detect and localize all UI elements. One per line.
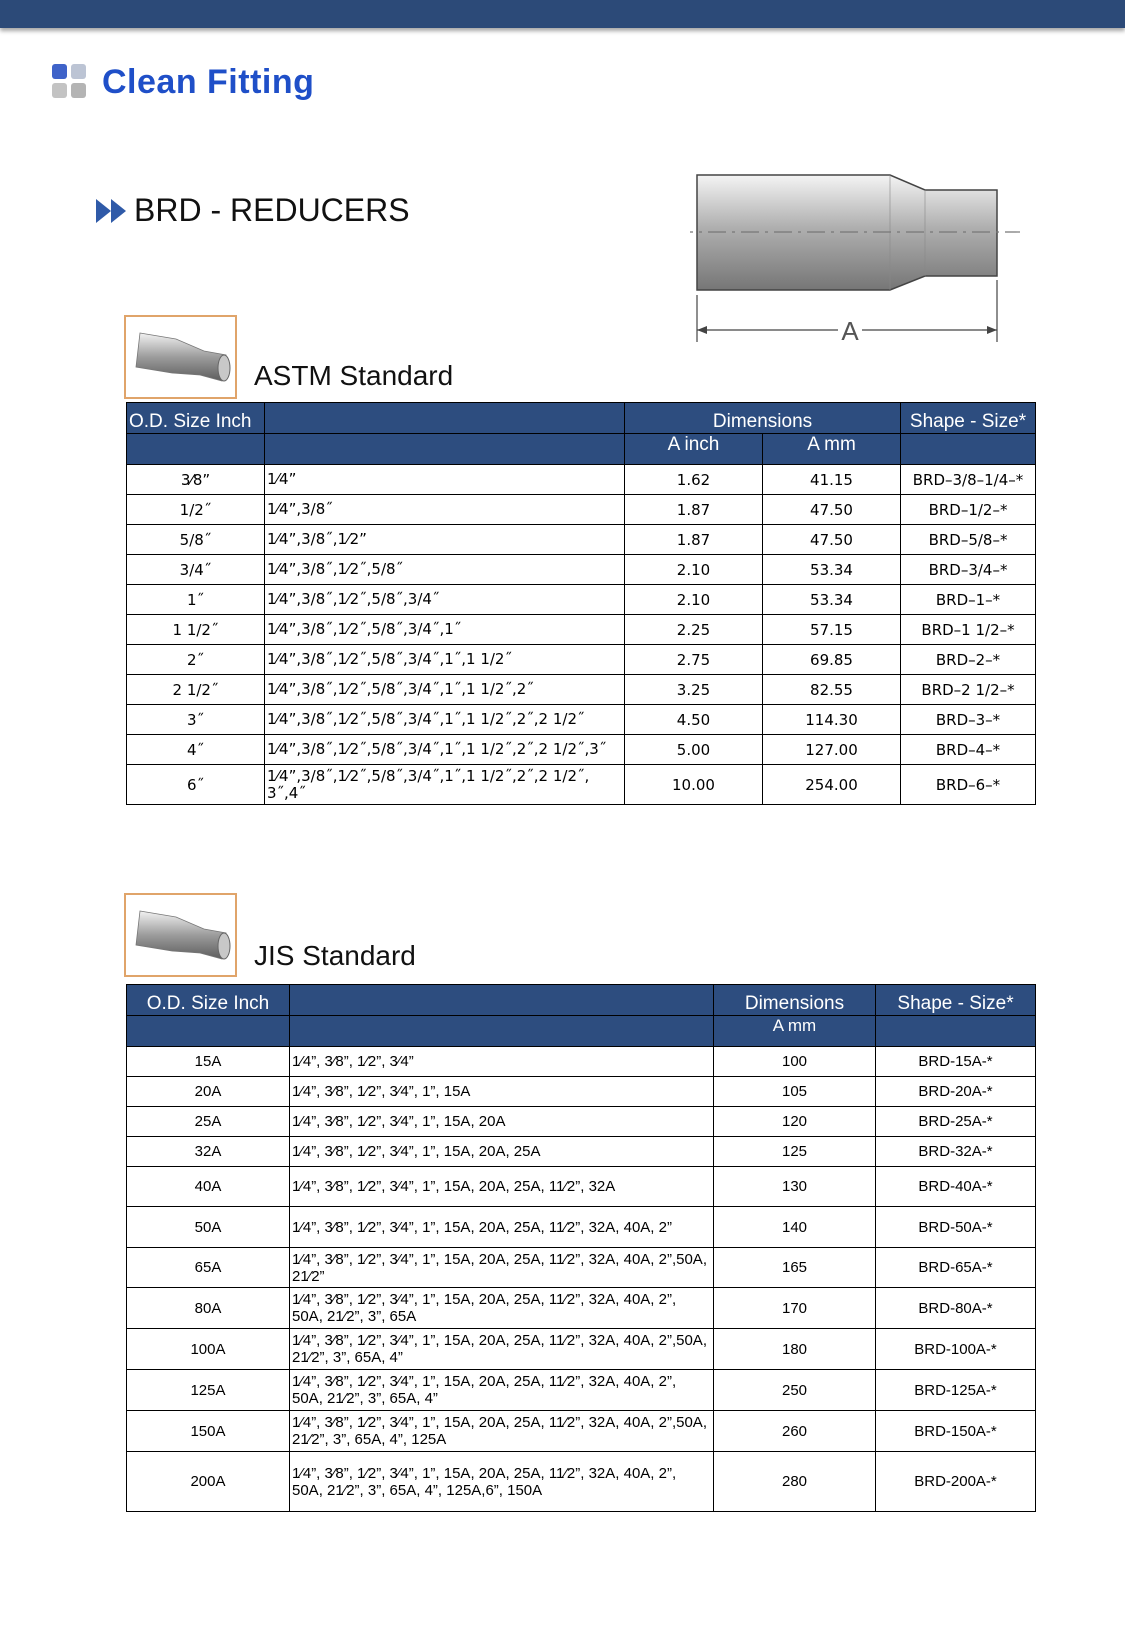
jis-cell: BRD-125A-*: [876, 1370, 1036, 1411]
jis-table-row: [127, 1167, 1036, 1207]
astm-header-shape: Shape - Size*: [901, 403, 1036, 434]
astm-cell: BRD–3/8–1/4–*: [901, 465, 1036, 495]
astm-cell: 2.10: [625, 585, 763, 615]
jis-cell: 200A: [127, 1452, 290, 1512]
jis-cell: 150A: [127, 1411, 290, 1452]
astm-cell: 1⁄4”,3/8˝,1⁄2˝,5/8˝,3/4˝,1˝,1 1/2˝,2˝,2 1/2˝,3˝: [265, 735, 625, 765]
astm-cell: 1⁄4”,3/8˝,1⁄2˝,5/8˝,3/4˝,1˝,1 1/2˝: [265, 645, 625, 675]
jis-header-dimensions: Dimensions: [714, 985, 876, 1016]
astm-cell: 1˝: [127, 585, 265, 615]
jis-cell: 1⁄4”, 3⁄8”, 1⁄2”, 3⁄4”, 1”, 15A, 20A, 25A, 11⁄2”, 32A, 40A, 2”, 50A, 21⁄2”, 3”, 65A: [290, 1288, 714, 1329]
astm-header-a-inch: A inch: [625, 434, 763, 465]
jis-table-row: [127, 1047, 1036, 1077]
astm-cell: 47.50: [763, 495, 901, 525]
double-arrow-icon: [96, 198, 130, 224]
astm-table-row: [127, 645, 1036, 675]
astm-cell: 3.25: [625, 675, 763, 705]
astm-table-row: [127, 615, 1036, 645]
astm-standard-title: ASTM Standard: [254, 360, 454, 391]
jis-cell: 80A: [127, 1288, 290, 1329]
jis-cell: BRD-32A-*: [876, 1137, 1036, 1167]
jis-table-row: [127, 1107, 1036, 1137]
astm-cell: 1 1/2˝: [127, 615, 265, 645]
astm-cell: 1⁄4”,3/8˝,1⁄2˝,5/8˝,3/4˝,1˝: [265, 615, 625, 645]
astm-cell: 82.55: [763, 675, 901, 705]
jis-cell: BRD-100A-*: [876, 1329, 1036, 1370]
astm-table-row: [127, 585, 1036, 615]
jis-cell: 20A: [127, 1077, 290, 1107]
astm-cell: 5.00: [625, 735, 763, 765]
astm-cell: 53.34: [763, 555, 901, 585]
reducer-photo-icon: [124, 893, 237, 977]
jis-table-row: [127, 1077, 1036, 1107]
jis-cell: BRD-150A-*: [876, 1411, 1036, 1452]
jis-cell: 165: [714, 1248, 876, 1288]
astm-cell: BRD–1–*: [901, 585, 1036, 615]
jis-header-a-mm: A mm: [714, 1016, 876, 1047]
jis-cell: 260: [714, 1411, 876, 1452]
astm-cell: BRD–2 1/2–*: [901, 675, 1036, 705]
astm-cell: 1.62: [625, 465, 763, 495]
jis-cell: 1⁄4”, 3⁄8”, 1⁄2”, 3⁄4”, 1”, 15A, 20A, 25A, 11⁄2”, 32A, 40A, 2”, 50A, 21⁄2”, 3”, 65A, 4”: [290, 1370, 714, 1411]
jis-cell: 1⁄4”, 3⁄8”, 1⁄2”, 3⁄4”, 1”, 15A, 20A, 25A: [290, 1137, 714, 1167]
jis-cell: 1⁄4”, 3⁄8”, 1⁄2”, 3⁄4”, 1”, 15A, 20A, 25A, 11⁄2”, 32A, 40A, 2”: [290, 1207, 714, 1248]
astm-cell: BRD–6–*: [901, 765, 1036, 805]
astm-cell: 3/4˝: [127, 555, 265, 585]
brand-header: [52, 62, 314, 102]
jis-cell: 125: [714, 1137, 876, 1167]
astm-cell: BRD–2–*: [901, 645, 1036, 675]
astm-cell: 5/8˝: [127, 525, 265, 555]
jis-cell: BRD-200A-*: [876, 1452, 1036, 1512]
jis-cell: 250: [714, 1370, 876, 1411]
astm-cell: 1/2˝: [127, 495, 265, 525]
jis-cell: 1⁄4”, 3⁄8”, 1⁄2”, 3⁄4”, 1”, 15A, 20A, 25A, 11⁄2”, 32A, 40A, 2”,50A, 21⁄2”, 3”, 65A, 4”, 125A: [290, 1411, 714, 1452]
astm-cell: 4˝: [127, 735, 265, 765]
astm-header-dimensions: Dimensions: [625, 403, 901, 434]
astm-cell: BRD–1 1/2–*: [901, 615, 1036, 645]
jis-cell: 1⁄4”, 3⁄8”, 1⁄2”, 3⁄4”, 1”, 15A, 20A, 25A, 11⁄2”, 32A, 40A, 2”,50A, 21⁄2”: [290, 1248, 714, 1288]
jis-cell: 120: [714, 1107, 876, 1137]
jis-cell: 100A: [127, 1329, 290, 1370]
astm-cell: BRD–1/2–*: [901, 495, 1036, 525]
section-title: [96, 192, 410, 229]
astm-header-row-1: [127, 403, 1036, 434]
jis-cell: 1⁄4”, 3⁄8”, 1⁄2”, 3⁄4”, 1”, 15A, 20A: [290, 1107, 714, 1137]
astm-cell: 127.00: [763, 735, 901, 765]
jis-cell: 280: [714, 1452, 876, 1512]
grid-squares-icon: [52, 64, 88, 100]
jis-cell: BRD-80A-*: [876, 1288, 1036, 1329]
astm-table-row: [127, 525, 1036, 555]
astm-table-row: [127, 735, 1036, 765]
jis-table: [126, 984, 1036, 1512]
jis-cell: 25A: [127, 1107, 290, 1137]
astm-table-row: [127, 465, 1036, 495]
astm-table-row: [127, 555, 1036, 585]
astm-table-row: [127, 495, 1036, 525]
astm-cell: 1⁄4”,3/8˝,1⁄2˝,5/8˝,3/4˝: [265, 585, 625, 615]
jis-table-row: [127, 1248, 1036, 1288]
astm-header-row-2: [127, 434, 1036, 465]
astm-cell: 114.30: [763, 705, 901, 735]
section-title-text: BRD - REDUCERS: [134, 192, 410, 228]
jis-header-row-2: [127, 1016, 1036, 1047]
jis-cell: 1⁄4”, 3⁄8”, 1⁄2”, 3⁄4”, 1”, 15A, 20A, 25A, 11⁄2”, 32A: [290, 1167, 714, 1207]
jis-table-row: [127, 1452, 1036, 1512]
jis-cell: 125A: [127, 1370, 290, 1411]
jis-cell: 170: [714, 1288, 876, 1329]
jis-cell: BRD-25A-*: [876, 1107, 1036, 1137]
astm-cell: BRD–3/4–*: [901, 555, 1036, 585]
jis-cell: BRD-15A-*: [876, 1047, 1036, 1077]
astm-cell: 69.85: [763, 645, 901, 675]
astm-cell: 3⁄8”: [127, 465, 265, 495]
jis-cell: 140: [714, 1207, 876, 1248]
astm-cell: 47.50: [763, 525, 901, 555]
jis-header-od: O.D. Size Inch: [127, 985, 290, 1016]
astm-cell: 57.15: [763, 615, 901, 645]
astm-table-row: [127, 765, 1036, 805]
jis-table-row: [127, 1411, 1036, 1452]
astm-table-row: [127, 705, 1036, 735]
astm-cell: 2˝: [127, 645, 265, 675]
jis-cell: BRD-50A-*: [876, 1207, 1036, 1248]
jis-cell: 1⁄4”, 3⁄8”, 1⁄2”, 3⁄4”: [290, 1047, 714, 1077]
astm-cell: 254.00: [763, 765, 901, 805]
astm-cell: BRD–4–*: [901, 735, 1036, 765]
jis-cell: 65A: [127, 1248, 290, 1288]
top-header-bar: [0, 0, 1125, 28]
jis-cell: BRD-65A-*: [876, 1248, 1036, 1288]
jis-cell: 180: [714, 1329, 876, 1370]
astm-cell: BRD–5/8–*: [901, 525, 1036, 555]
jis-cell: BRD-40A-*: [876, 1167, 1036, 1207]
astm-table: [126, 402, 1036, 805]
astm-cell: 1⁄4”,3/8˝,1⁄2˝,5/8˝,3/4˝,1˝,1 1/2˝,2˝,2 1/2˝: [265, 705, 625, 735]
astm-cell: 1⁄4”: [265, 465, 625, 495]
astm-cell: 1⁄4”,3/8˝,1⁄2˝,5/8˝: [265, 555, 625, 585]
jis-cell: BRD-20A-*: [876, 1077, 1036, 1107]
astm-cell: 1⁄4”,3/8˝,1⁄2˝,5/8˝,3/4˝,1˝,1 1/2˝,2˝: [265, 675, 625, 705]
astm-cell: 6˝: [127, 765, 265, 805]
astm-cell: 2 1/2˝: [127, 675, 265, 705]
astm-cell: BRD–3–*: [901, 705, 1036, 735]
reducer-photo-icon: [124, 315, 237, 399]
astm-cell: 1.87: [625, 525, 763, 555]
jis-table-row: [127, 1288, 1036, 1329]
jis-standard-title: JIS Standard: [254, 940, 416, 971]
jis-cell: 32A: [127, 1137, 290, 1167]
jis-table-row: [127, 1329, 1036, 1370]
jis-table-row: [127, 1207, 1036, 1248]
astm-cell: 53.34: [763, 585, 901, 615]
astm-cell: 1⁄4”,3/8˝,1⁄2˝,5/8˝,3/4˝,1˝,1 1/2˝,2˝,2 1/2˝, 3˝,4˝: [265, 765, 625, 805]
brand-title: Clean Fitting: [102, 62, 315, 101]
jis-cell: 105: [714, 1077, 876, 1107]
jis-cell: 100: [714, 1047, 876, 1077]
jis-cell: 50A: [127, 1207, 290, 1248]
astm-cell: 41.15: [763, 465, 901, 495]
astm-cell: 1⁄4”,3/8˝: [265, 495, 625, 525]
jis-cell: 130: [714, 1167, 876, 1207]
astm-cell: 2.10: [625, 555, 763, 585]
astm-table-row: [127, 675, 1036, 705]
jis-cell: 1⁄4”, 3⁄8”, 1⁄2”, 3⁄4”, 1”, 15A, 20A, 25A, 11⁄2”, 32A, 40A, 2”,50A, 21⁄2”, 3”, 65A, 4”: [290, 1329, 714, 1370]
jis-cell: 15A: [127, 1047, 290, 1077]
jis-header-row-1: [127, 985, 1036, 1016]
jis-table-row: [127, 1137, 1036, 1167]
astm-cell: 1⁄4”,3/8˝,1⁄2”: [265, 525, 625, 555]
astm-cell: 3˝: [127, 705, 265, 735]
reducer-drawing-icon: [690, 170, 1070, 360]
jis-cell: 1⁄4”, 3⁄8”, 1⁄2”, 3⁄4”, 1”, 15A, 20A, 25A, 11⁄2”, 32A, 40A, 2”, 50A, 21⁄2”, 3”, 65A, 4”, 125A,6”, 150A: [290, 1452, 714, 1512]
astm-cell: 1.87: [625, 495, 763, 525]
dimension-a-label: A: [841, 316, 859, 346]
astm-cell: 10.00: [625, 765, 763, 805]
jis-cell: 1⁄4”, 3⁄8”, 1⁄2”, 3⁄4”, 1”, 15A: [290, 1077, 714, 1107]
jis-table-row: [127, 1370, 1036, 1411]
jis-cell: 40A: [127, 1167, 290, 1207]
astm-cell: 2.25: [625, 615, 763, 645]
jis-header-shape: Shape - Size*: [876, 985, 1036, 1016]
astm-cell: 4.50: [625, 705, 763, 735]
astm-cell: 2.75: [625, 645, 763, 675]
astm-header-od: O.D. Size Inch: [127, 403, 265, 434]
astm-header-a-mm: A mm: [763, 434, 901, 465]
